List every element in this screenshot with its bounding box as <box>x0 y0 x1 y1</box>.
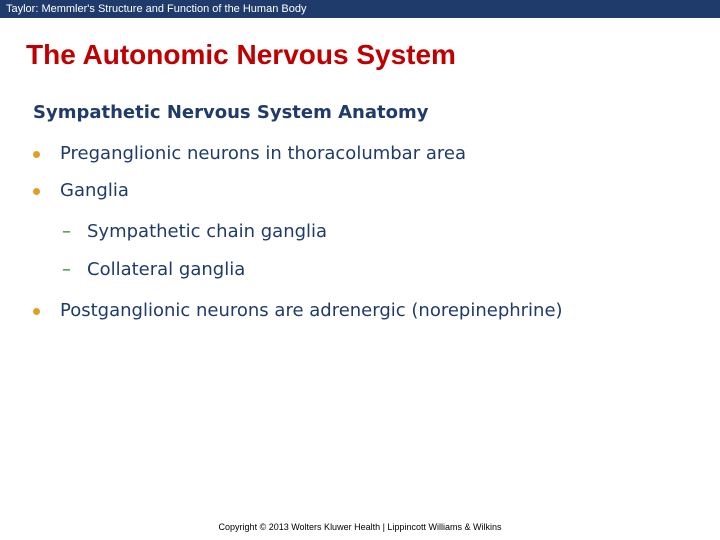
book-title: Taylor: Memmler's Structure and Function of the Human Body <box>6 3 307 15</box>
bullet-item: Ganglia <box>60 180 129 201</box>
header-bar <box>0 0 720 18</box>
sub-bullet-dash-icon: – <box>62 221 71 242</box>
slide-subtitle: Sympathetic Nervous System Anatomy <box>33 102 429 123</box>
sub-bullet-dash-icon: – <box>62 259 71 280</box>
bullet-icon <box>33 151 40 158</box>
bullet-item: Preganglionic neurons in thoracolumbar area <box>60 143 466 164</box>
bullet-icon <box>33 188 40 195</box>
sub-bullet-item: Sympathetic chain ganglia <box>87 221 328 242</box>
slide-title: The Autonomic Nervous System <box>26 39 456 70</box>
copyright-footer: Copyright © 2013 Wolters Kluwer Health | Lippincott Williams & Wilkins <box>218 522 502 532</box>
bullet-item: Postganglionic neurons are adrenergic (norepinephrine) <box>60 300 563 321</box>
sub-bullet-item: Collateral ganglia <box>87 259 246 280</box>
bullet-icon <box>33 308 40 315</box>
